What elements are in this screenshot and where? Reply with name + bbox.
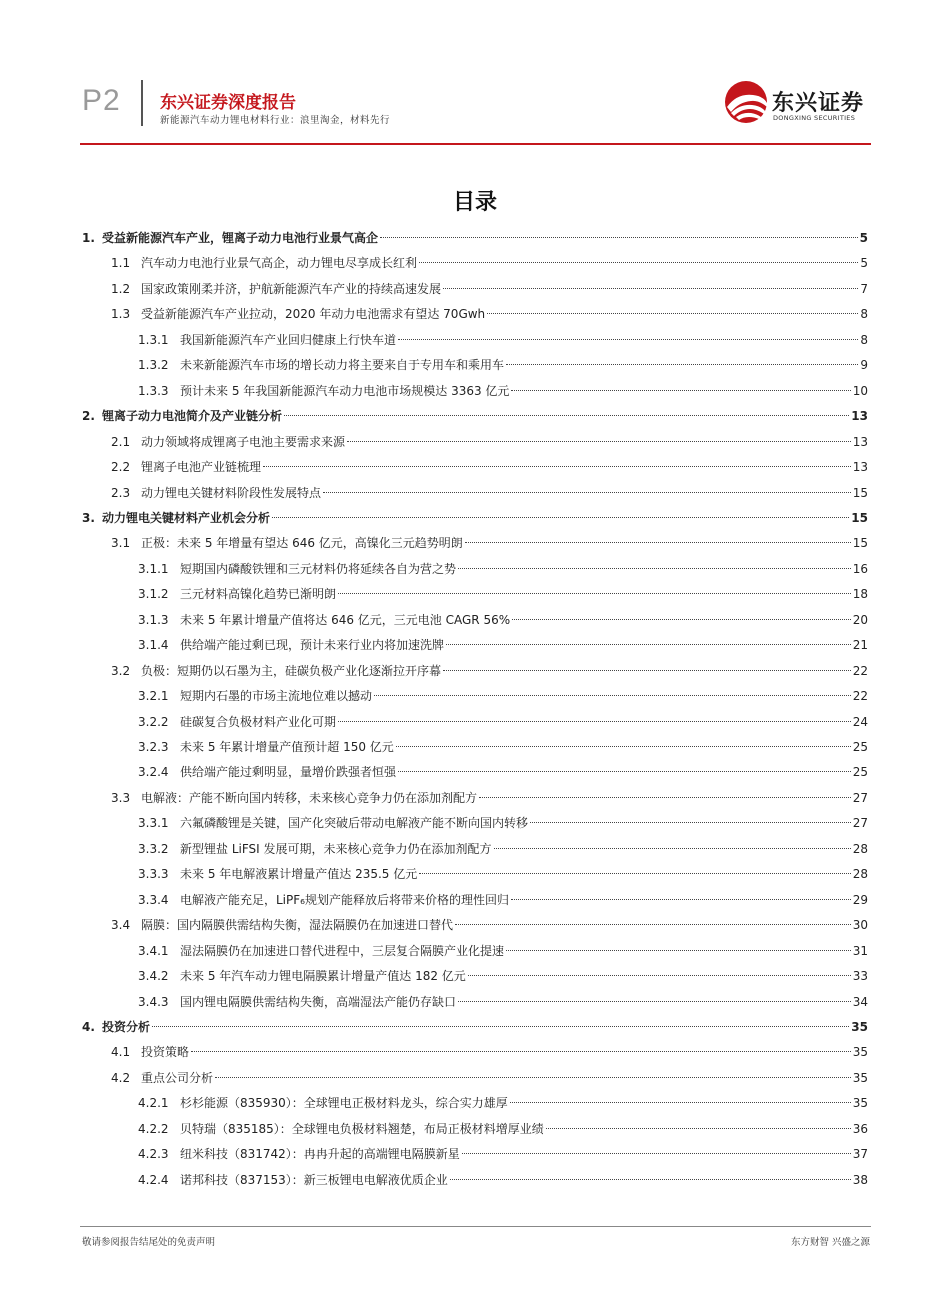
toc-leader-dots [347,441,851,442]
toc-entry[interactable] [111,1068,868,1088]
toc-number: 3.4.2 [138,969,169,984]
toc-page-number: 15 [852,485,868,500]
toc-page-number: 35 [852,1045,868,1060]
toc-number: 3.2.4 [138,765,169,780]
toc-number: 4.2.2 [138,1121,169,1136]
toc-leader-dots [446,644,851,645]
toc-text: 纽米科技（831742）：冉冉升起的高端锂电隔膜新星 [180,1147,460,1162]
toc-page-number: 28 [852,841,868,856]
toc-page-number: 38 [852,1172,868,1187]
toc-leader-dots [506,950,851,951]
toc-leader-dots [465,542,851,543]
toc-number: 3.1.1 [138,561,169,576]
toc-number: 1.1 [111,256,131,271]
toc-entry[interactable] [111,279,868,299]
toc-page-number: 24 [852,714,868,729]
toc-page-number: 28 [852,867,868,882]
toc-leader-dots [191,1051,851,1052]
toc-leader-dots [398,771,851,772]
toc-leader-dots [511,899,851,900]
toc-number: 2.1 [111,434,131,449]
toc-text: 正极：未来 5 年增量有望达 646 亿元，高镍化三元趋势明朗 [141,536,463,551]
toc-page-number: 27 [852,790,868,805]
toc-text: 三元材料高镍化趋势已渐明朗 [180,587,337,602]
toc-text: 汽车动力电池行业景气高企，动力锂电尽享成长红利 [141,256,418,271]
report-subtitle: 新能源汽车动力锂电材料行业：浪里淘金，材料先行 [160,115,391,126]
toc-entry[interactable] [82,406,868,426]
toc-text: 预计未来 5 年我国新能源汽车动力电池市场规模达 3363 亿元 [180,383,510,398]
logo-english-name: DONGXING SECURITIES [773,114,856,122]
toc-entry[interactable] [138,686,868,706]
toc-entry[interactable] [138,635,868,655]
toc-leader-dots [338,593,851,594]
toc-entry[interactable] [111,432,868,452]
header-divider [141,80,143,126]
toc-leader-dots [468,975,851,976]
toc-leader-dots [458,568,851,569]
toc-page-number: 36 [852,1121,868,1136]
dongxing-logo-icon [723,79,769,125]
toc-text: 未来 5 年累计增量产值将达 646 亿元，三元电池 CAGR 56% [180,612,511,627]
toc-entry[interactable] [111,483,868,503]
toc-entry[interactable] [82,1017,868,1037]
footer-disclaimer: 敬请参阅报告结尾处的免责声明 [82,1237,216,1248]
toc-page-number: 20 [852,612,868,627]
toc-text: 国内锂电隔膜供需结构失衡，高端湿法产能仍存缺口 [180,994,457,1009]
toc-page-number: 5 [859,231,868,245]
toc-text: 投资策略 [141,1045,190,1060]
toc-text: 杉杉能源（835930）：全球锂电正极材料龙头，综合实力雄厚 [180,1096,508,1111]
report-title: 东兴证券深度报告 [160,93,296,113]
toc-entry[interactable] [138,890,868,910]
toc-page-number: 31 [852,943,868,958]
toc-text: 动力锂电关键材料产业机会分析 [102,510,271,525]
toc-text: 负极：短期仍以石墨为主，硅碳负极产业化逐渐拉开序幕 [141,663,442,678]
toc-page-number: 16 [852,561,868,576]
toc-page-number: 27 [852,816,868,831]
toc-leader-dots [443,288,858,289]
logo-chinese-name: 东兴证券 [772,91,865,116]
toc-number: 3.1 [111,536,131,551]
toc-text: 受益新能源汽车产业拉动，2020 年动力电池需求有望达 70Gwh [141,307,486,322]
toc-entry[interactable] [138,762,868,782]
toc-entry[interactable] [138,813,868,833]
toc-entry[interactable] [138,839,868,859]
toc-text: 电解液：产能不断向国内转移，未来核心竞争力仍在添加剂配方 [141,790,478,805]
toc-entry[interactable] [138,584,868,604]
toc-page-number: 13 [852,434,868,449]
toc-leader-dots [494,848,851,849]
toc-text: 受益新能源汽车产业，锂离子动力电池行业景气高企 [102,231,379,245]
toc-page-number: 34 [852,994,868,1009]
toc-text: 诺邦科技（837153）：新三板锂电电解液优质企业 [180,1172,448,1187]
toc-leader-dots [263,466,851,467]
toc-leader-dots [419,873,850,874]
toc-entry[interactable] [138,330,868,350]
toc-leader-dots [396,746,851,747]
toc-text: 湿法隔膜仍在加速进口替代进程中，三层复合隔膜产业化提速 [180,943,505,958]
toc-title: 目录 [452,190,497,215]
toc-number: 3.3.2 [138,841,169,856]
toc-text: 动力领域将成锂离子电池主要需求来源 [141,434,346,449]
toc-text: 隔膜：国内隔膜供需结构失衡，湿法隔膜仍在加速进口替代 [141,918,454,933]
toc-leader-dots [215,1077,851,1078]
toc-page-number: 9 [860,358,868,373]
toc-number: 3.3.1 [138,816,169,831]
toc-leader-dots [338,721,851,722]
toc-text: 短期国内磷酸铁锂和三元材料仍将延续各自为营之势 [180,561,457,576]
toc-page-number: 15 [852,536,868,551]
toc-entry[interactable] [82,508,868,528]
company-logo [723,79,873,129]
toc-entry[interactable] [111,788,868,808]
toc-number: 1.3.2 [138,358,169,373]
toc-number: 4.2.3 [138,1147,169,1162]
toc-entry[interactable] [138,992,868,1012]
toc-text: 投资分析 [102,1019,151,1034]
toc-entry[interactable] [138,712,868,732]
toc-leader-dots [487,313,858,314]
footer-slogan: 东方财智 兴盛之源 [790,1237,870,1248]
toc-entry[interactable] [138,1170,868,1190]
toc-text: 重点公司分析 [141,1070,214,1085]
toc-text: 未来 5 年汽车动力锂电隔膜累计增量产值达 182 亿元 [180,969,466,984]
toc-text: 新型锂盐 LiFSI 发展可期，未来核心竞争力仍在添加剂配方 [180,841,492,856]
toc-leader-dots [284,415,849,416]
toc-entry[interactable] [138,559,868,579]
toc-page-number: 13 [851,409,868,424]
toc-number: 3. [82,510,95,525]
toc-leader-dots [458,1001,851,1002]
toc-leader-dots [530,822,851,823]
page-number: P2 [82,84,121,117]
toc-text: 未来 5 年电解液累计增量产值达 235.5 亿元 [180,867,418,882]
toc-entry[interactable] [138,1119,868,1139]
toc-text: 供给端产能过剩明显，量增价跌强者恒强 [180,765,397,780]
toc-number: 3.1.4 [138,638,169,653]
toc-number: 1.3.1 [138,332,169,347]
toc-entry[interactable] [82,228,868,248]
toc-leader-dots [506,364,858,365]
toc-number: 3.1.2 [138,587,169,602]
toc-leader-dots [374,695,851,696]
toc-entry[interactable] [138,941,868,961]
toc-entry[interactable] [138,966,868,986]
toc-entry[interactable] [111,253,868,273]
toc-leader-dots [455,924,851,925]
toc-leader-dots [512,619,851,620]
toc-page-number: 22 [852,689,868,704]
toc-number: 2.3 [111,485,131,500]
toc-leader-dots [510,1102,851,1103]
toc-page-number: 7 [860,281,868,296]
toc-number: 3.4.3 [138,994,169,1009]
toc-page-number: 37 [852,1147,868,1162]
toc-number: 3.2.2 [138,714,169,729]
toc-text: 未来新能源汽车市场的增长动力将主要来自于专用车和乘用车 [180,358,505,373]
toc-text: 电解液产能充足，LiPF₆规划产能释放后将带来价格的理性回归 [180,892,509,907]
toc-leader-dots [450,1179,851,1180]
toc-page-number: 21 [852,638,868,653]
toc-text: 锂离子电池产业链梳理 [141,460,262,475]
toc-entry[interactable] [138,864,868,884]
toc-text: 六氟磷酸锂是关键，国产化突破后带动电解液产能不断向国内转移 [180,816,529,831]
toc-number: 2. [82,409,95,424]
toc-leader-dots [462,1153,851,1154]
toc-page-number: 10 [852,383,868,398]
toc-page-number: 8 [860,307,868,322]
toc-entry[interactable] [138,355,868,375]
toc-entry[interactable] [138,610,868,630]
toc-page-number: 13 [852,460,868,475]
toc-number: 3.3.3 [138,867,169,882]
toc-number: 3.2.1 [138,689,169,704]
toc-number: 3.2 [111,663,131,678]
toc-entry[interactable] [111,661,868,681]
toc-number: 1. [82,231,95,245]
toc-text: 动力锂电关键材料阶段性发展特点 [141,485,322,500]
toc-number: 4.2 [111,1070,131,1085]
toc-entry[interactable] [111,533,868,553]
toc-page-number: 35 [852,1096,868,1111]
toc-leader-dots [511,390,850,391]
toc-leader-dots [546,1128,851,1129]
toc-leader-dots [479,797,851,798]
toc-page-number: 35 [852,1070,868,1085]
toc-entry[interactable] [138,381,868,401]
toc-page-number: 33 [852,969,868,984]
page-header [0,0,950,150]
toc-number: 3.1.3 [138,612,169,627]
toc-number: 3.4 [111,918,131,933]
toc-page-number: 30 [852,918,868,933]
toc-leader-dots [152,1026,849,1027]
toc-leader-dots [398,339,858,340]
toc-entry[interactable] [111,1042,868,1062]
toc-number: 4.2.4 [138,1172,169,1187]
toc-page-number: 18 [852,587,868,602]
toc-page-number: 25 [852,740,868,754]
toc-entry[interactable] [138,1093,868,1113]
toc-entry[interactable] [111,915,868,935]
toc-text: 供给端产能过剩已现，预计未来行业内将加速洗牌 [180,638,445,653]
toc-number: 3.3 [111,790,131,805]
toc-text: 硅碳复合负极材料产业化可期 [180,714,337,729]
toc-entry[interactable] [138,1144,868,1164]
toc-number: 4. [82,1019,95,1034]
toc-page-number: 35 [851,1019,868,1034]
toc-page-number: 25 [852,765,868,780]
toc-page-number: 15 [851,510,868,525]
toc-leader-dots [443,670,851,671]
toc-number: 3.4.1 [138,943,169,958]
toc-leader-dots [272,517,849,518]
toc-entry[interactable] [138,737,868,757]
toc-entry[interactable] [111,457,868,477]
toc-entry[interactable] [111,304,868,324]
toc-page-number: 8 [860,332,868,347]
toc-page-number: 22 [852,663,868,678]
toc-text: 锂离子动力电池简介及产业链分析 [102,409,283,424]
toc-number: 1.3 [111,307,131,322]
toc-number: 4.2.1 [138,1096,169,1111]
toc-page-number: 5 [860,256,868,271]
toc-text: 短期内石墨的市场主流地位难以撼动 [180,689,373,704]
toc-number: 1.3.3 [138,383,169,398]
toc-page-number: 29 [852,892,868,907]
toc-number: 4.1 [111,1045,131,1060]
toc-text: 未来 5 年累计增量产值预计超 150 亿元 [180,740,394,754]
header-rule [80,143,871,145]
toc-number: 3.3.4 [138,892,169,907]
footer-rule [80,1226,871,1227]
toc-text: 国家政策刚柔并济，护航新能源汽车产业的持续高速发展 [141,281,442,296]
toc-leader-dots [380,237,858,238]
toc-number: 2.2 [111,460,131,475]
toc-leader-dots [419,262,858,263]
toc-text: 我国新能源汽车产业回归健康上行快车道 [180,332,397,347]
toc-number: 3.2.3 [138,740,169,754]
toc-number: 1.2 [111,281,131,296]
toc-text: 贝特瑞（835185）：全球锂电负极材料翘楚，布局正极材料增厚业绩 [180,1121,544,1136]
toc-leader-dots [323,492,851,493]
